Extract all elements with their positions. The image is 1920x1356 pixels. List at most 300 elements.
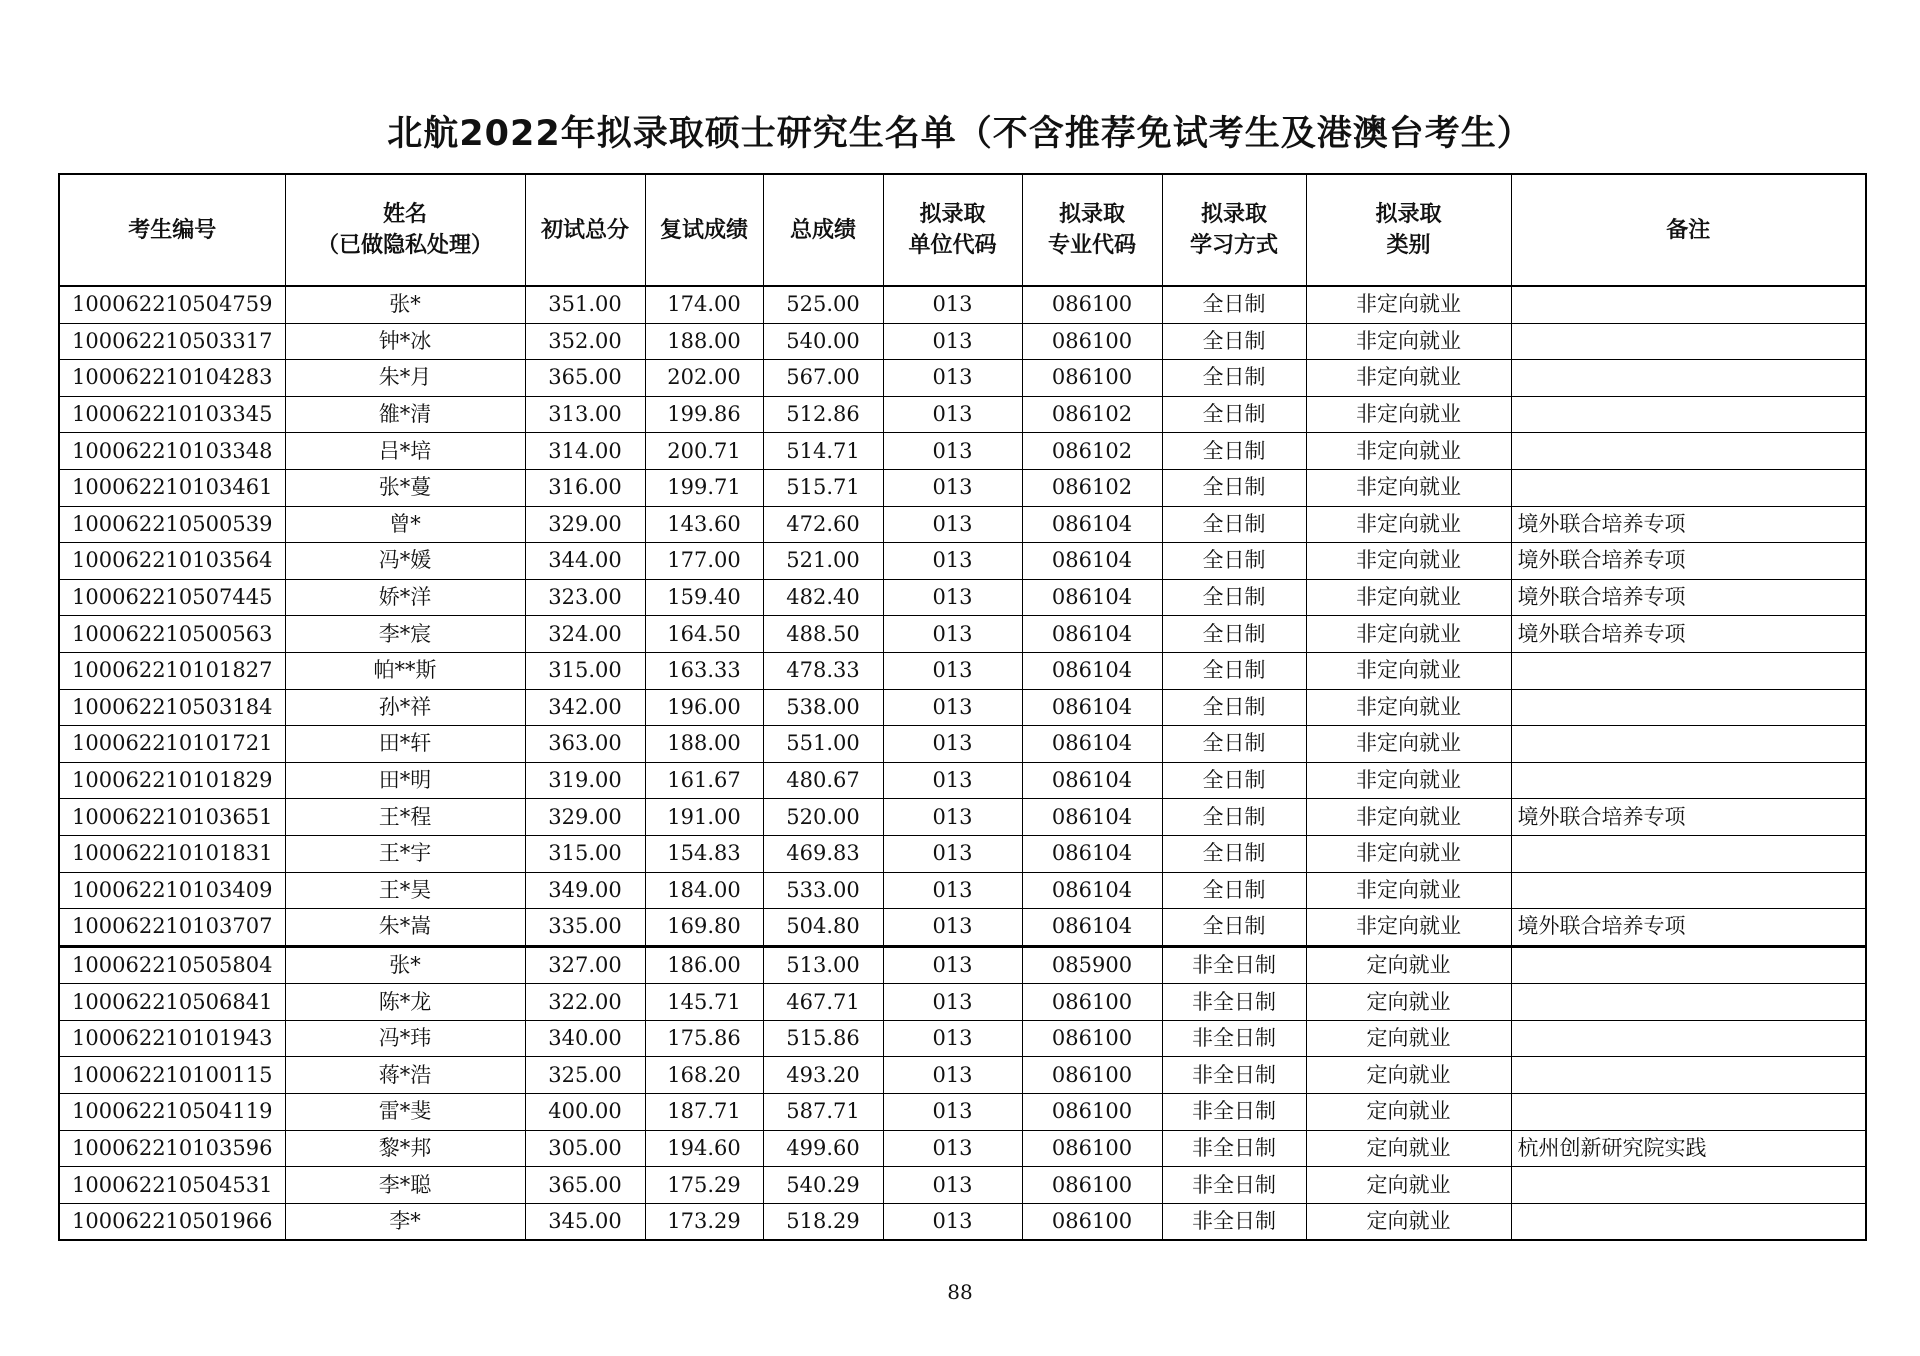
category-cell: 非定向就业 [1306, 579, 1511, 616]
major-code-cell: 086104 [1022, 616, 1162, 653]
prelim-score-cell: 315.00 [525, 652, 645, 689]
major-code-cell: 086100 [1022, 1167, 1162, 1204]
total-score-cell: 493.20 [763, 1057, 883, 1094]
study-mode-cell: 非全日制 [1162, 984, 1306, 1021]
major-code-cell: 086104 [1022, 506, 1162, 543]
prelim-score-cell: 327.00 [525, 946, 645, 984]
remark-cell [1511, 835, 1866, 872]
prelim-score-cell: 323.00 [525, 579, 645, 616]
name-cell: 李* [285, 1203, 525, 1240]
unit-code-cell: 013 [883, 1203, 1022, 1240]
exam-id-cell: 100062210103564 [59, 543, 285, 580]
name-cell: 朱*嵩 [285, 909, 525, 947]
study-mode-cell: 全日制 [1162, 689, 1306, 726]
table-row [59, 616, 1866, 653]
remark-cell [1511, 323, 1866, 360]
name-cell: 张*蔓 [285, 469, 525, 506]
name-cell: 张* [285, 946, 525, 984]
unit-code-cell: 013 [883, 872, 1022, 909]
prelim-score-cell: 365.00 [525, 360, 645, 397]
total-score-cell: 480.67 [763, 762, 883, 799]
name-cell: 雒*清 [285, 396, 525, 433]
table-row [59, 1094, 1866, 1131]
retest-score-cell: 199.86 [645, 396, 763, 433]
major-code-cell: 086102 [1022, 396, 1162, 433]
table-row [59, 1167, 1866, 1204]
header-unit-code [883, 174, 1022, 286]
category-cell: 非定向就业 [1306, 360, 1511, 397]
prelim-score-cell: 316.00 [525, 469, 645, 506]
total-score-cell: 551.00 [763, 726, 883, 763]
unit-code-cell: 013 [883, 984, 1022, 1021]
unit-code-cell: 013 [883, 543, 1022, 580]
study-mode-cell: 非全日制 [1162, 1094, 1306, 1131]
total-score-cell: 472.60 [763, 506, 883, 543]
header-major-code [1022, 174, 1162, 286]
prelim-score-cell: 344.00 [525, 543, 645, 580]
header-name [285, 174, 525, 286]
remark-cell: 境外联合培养专项 [1511, 579, 1866, 616]
prelim-score-cell: 319.00 [525, 762, 645, 799]
total-score-cell: 488.50 [763, 616, 883, 653]
header-line: 拟录取 [1375, 202, 1442, 227]
category-cell: 非定向就业 [1306, 652, 1511, 689]
major-code-cell: 085900 [1022, 946, 1162, 984]
retest-score-cell: 199.71 [645, 469, 763, 506]
retest-score-cell: 184.00 [645, 872, 763, 909]
table-row [59, 762, 1866, 799]
study-mode-cell: 全日制 [1162, 799, 1306, 836]
retest-score-cell: 159.40 [645, 579, 763, 616]
prelim-score-cell: 345.00 [525, 1203, 645, 1240]
retest-score-cell: 177.00 [645, 543, 763, 580]
retest-score-cell: 186.00 [645, 946, 763, 984]
header-line: 学习方式 [1189, 233, 1278, 258]
table-row [59, 360, 1866, 397]
header-line: 单位代码 [908, 233, 997, 258]
category-cell: 非定向就业 [1306, 396, 1511, 433]
exam-id-cell: 100062210506841 [59, 984, 285, 1021]
exam-id-cell: 100062210103596 [59, 1130, 285, 1167]
table-row [59, 506, 1866, 543]
retest-score-cell: 154.83 [645, 835, 763, 872]
exam-id-cell: 100062210103707 [59, 909, 285, 947]
prelim-score-cell: 324.00 [525, 616, 645, 653]
major-code-cell: 086104 [1022, 909, 1162, 947]
exam-id-cell: 100062210101943 [59, 1020, 285, 1057]
remark-cell [1511, 1167, 1866, 1204]
remark-cell [1511, 984, 1866, 1021]
study-mode-cell: 全日制 [1162, 506, 1306, 543]
exam-id-cell: 100062210504119 [59, 1094, 285, 1131]
name-cell: 冯*玮 [285, 1020, 525, 1057]
table-row [59, 396, 1866, 433]
name-cell: 帕**斯 [285, 652, 525, 689]
table-row [59, 469, 1866, 506]
header-exam-id [59, 174, 285, 286]
category-cell: 非定向就业 [1306, 506, 1511, 543]
unit-code-cell: 013 [883, 762, 1022, 799]
study-mode-cell: 全日制 [1162, 360, 1306, 397]
page-title: 北航2022年拟录取硕士研究生名单（不含推荐免试考生及港澳台考生） [387, 114, 1533, 154]
table-row [59, 872, 1866, 909]
total-score-cell: 515.71 [763, 469, 883, 506]
total-score-cell: 467.71 [763, 984, 883, 1021]
remark-cell: 境外联合培养专项 [1511, 506, 1866, 543]
major-code-cell: 086104 [1022, 689, 1162, 726]
table-row [59, 433, 1866, 470]
unit-code-cell: 013 [883, 396, 1022, 433]
header-study-mode [1162, 174, 1306, 286]
category-cell: 定向就业 [1306, 1167, 1511, 1204]
table-row [59, 323, 1866, 360]
remark-cell [1511, 762, 1866, 799]
header-retest-score [645, 174, 763, 286]
header-line: 复试成绩 [659, 217, 748, 243]
name-cell: 陈*龙 [285, 984, 525, 1021]
total-score-cell: 478.33 [763, 652, 883, 689]
header-line: 拟录取 [919, 202, 986, 227]
remark-cell [1511, 652, 1866, 689]
study-mode-cell: 全日制 [1162, 835, 1306, 872]
major-code-cell: 086104 [1022, 726, 1162, 763]
total-score-cell: 521.00 [763, 543, 883, 580]
category-cell: 非定向就业 [1306, 689, 1511, 726]
major-code-cell: 086100 [1022, 286, 1162, 323]
name-cell: 李*宸 [285, 616, 525, 653]
table-row [59, 835, 1866, 872]
category-cell: 定向就业 [1306, 1130, 1511, 1167]
name-cell: 李*聪 [285, 1167, 525, 1204]
category-cell: 定向就业 [1306, 984, 1511, 1021]
remark-cell [1511, 396, 1866, 433]
name-cell: 蒋*浩 [285, 1057, 525, 1094]
table-row [59, 946, 1866, 984]
total-score-cell: 482.40 [763, 579, 883, 616]
prelim-score-cell: 315.00 [525, 835, 645, 872]
study-mode-cell: 全日制 [1162, 726, 1306, 763]
table-row [59, 652, 1866, 689]
table-row [59, 1203, 1866, 1240]
prelim-score-cell: 335.00 [525, 909, 645, 947]
major-code-cell: 086104 [1022, 652, 1162, 689]
total-score-cell: 587.71 [763, 1094, 883, 1131]
name-cell: 冯*媛 [285, 543, 525, 580]
name-cell: 黎*邦 [285, 1130, 525, 1167]
prelim-score-cell: 351.00 [525, 286, 645, 323]
table-row [59, 799, 1866, 836]
total-score-cell: 499.60 [763, 1130, 883, 1167]
remark-cell: 杭州创新研究院实践 [1511, 1130, 1866, 1167]
unit-code-cell: 013 [883, 909, 1022, 947]
header-line: （已做隐私处理） [316, 233, 493, 258]
exam-id-cell: 100062210104283 [59, 360, 285, 397]
exam-id-cell: 100062210103409 [59, 872, 285, 909]
category-cell: 定向就业 [1306, 1057, 1511, 1094]
total-score-cell: 504.80 [763, 909, 883, 947]
remark-cell: 境外联合培养专项 [1511, 909, 1866, 947]
header-line: 初试总分 [540, 217, 629, 243]
total-score-cell: 540.29 [763, 1167, 883, 1204]
unit-code-cell: 013 [883, 469, 1022, 506]
name-cell: 田*明 [285, 762, 525, 799]
name-cell: 孙*祥 [285, 689, 525, 726]
remark-cell [1511, 286, 1866, 323]
study-mode-cell: 非全日制 [1162, 1203, 1306, 1240]
admission-table [58, 173, 1867, 1241]
unit-code-cell: 013 [883, 1167, 1022, 1204]
retest-score-cell: 143.60 [645, 506, 763, 543]
header-prelim-score [525, 174, 645, 286]
retest-score-cell: 168.20 [645, 1057, 763, 1094]
total-score-cell: 520.00 [763, 799, 883, 836]
total-score-cell: 540.00 [763, 323, 883, 360]
exam-id-cell: 100062210101831 [59, 835, 285, 872]
exam-id-cell: 100062210103345 [59, 396, 285, 433]
remark-cell: 境外联合培养专项 [1511, 543, 1866, 580]
study-mode-cell: 非全日制 [1162, 1167, 1306, 1204]
major-code-cell: 086104 [1022, 762, 1162, 799]
remark-cell [1511, 1094, 1866, 1131]
name-cell: 王*宇 [285, 835, 525, 872]
major-code-cell: 086100 [1022, 1020, 1162, 1057]
study-mode-cell: 非全日制 [1162, 1130, 1306, 1167]
remark-cell: 境外联合培养专项 [1511, 799, 1866, 836]
unit-code-cell: 013 [883, 360, 1022, 397]
total-score-cell: 515.86 [763, 1020, 883, 1057]
exam-id-cell: 100062210103651 [59, 799, 285, 836]
exam-id-cell: 100062210101721 [59, 726, 285, 763]
major-code-cell: 086100 [1022, 1203, 1162, 1240]
major-code-cell: 086104 [1022, 799, 1162, 836]
retest-score-cell: 169.80 [645, 909, 763, 947]
study-mode-cell: 全日制 [1162, 286, 1306, 323]
table-row [59, 726, 1866, 763]
exam-id-cell: 100062210500563 [59, 616, 285, 653]
study-mode-cell: 全日制 [1162, 909, 1306, 947]
unit-code-cell: 013 [883, 323, 1022, 360]
prelim-score-cell: 363.00 [525, 726, 645, 763]
total-score-cell: 512.86 [763, 396, 883, 433]
unit-code-cell: 013 [883, 1057, 1022, 1094]
unit-code-cell: 013 [883, 286, 1022, 323]
category-cell: 非定向就业 [1306, 469, 1511, 506]
total-score-cell: 514.71 [763, 433, 883, 470]
retest-score-cell: 173.29 [645, 1203, 763, 1240]
retest-score-cell: 187.71 [645, 1094, 763, 1131]
retest-score-cell: 175.29 [645, 1167, 763, 1204]
name-cell: 朱*月 [285, 360, 525, 397]
retest-score-cell: 196.00 [645, 689, 763, 726]
major-code-cell: 086100 [1022, 984, 1162, 1021]
study-mode-cell: 全日制 [1162, 433, 1306, 470]
exam-id-cell: 100062210507445 [59, 579, 285, 616]
study-mode-cell: 全日制 [1162, 469, 1306, 506]
prelim-score-cell: 365.00 [525, 1167, 645, 1204]
total-score-cell: 567.00 [763, 360, 883, 397]
category-cell: 非定向就业 [1306, 543, 1511, 580]
study-mode-cell: 全日制 [1162, 652, 1306, 689]
retest-score-cell: 164.50 [645, 616, 763, 653]
table-row [59, 984, 1866, 1021]
table-row [59, 1020, 1866, 1057]
major-code-cell: 086104 [1022, 872, 1162, 909]
header-line: 总成绩 [789, 217, 856, 243]
category-cell: 非定向就业 [1306, 286, 1511, 323]
major-code-cell: 086104 [1022, 543, 1162, 580]
exam-id-cell: 100062210505804 [59, 946, 285, 984]
prelim-score-cell: 322.00 [525, 984, 645, 1021]
remark-cell [1511, 469, 1866, 506]
retest-score-cell: 202.00 [645, 360, 763, 397]
retest-score-cell: 200.71 [645, 433, 763, 470]
unit-code-cell: 013 [883, 835, 1022, 872]
name-cell: 娇*洋 [285, 579, 525, 616]
table-row [59, 543, 1866, 580]
name-cell: 王*昊 [285, 872, 525, 909]
category-cell: 定向就业 [1306, 1020, 1511, 1057]
retest-score-cell: 188.00 [645, 726, 763, 763]
retest-score-cell: 145.71 [645, 984, 763, 1021]
name-cell: 曾* [285, 506, 525, 543]
major-code-cell: 086104 [1022, 579, 1162, 616]
exam-id-cell: 100062210503317 [59, 323, 285, 360]
category-cell: 定向就业 [1306, 946, 1511, 984]
remark-cell [1511, 689, 1866, 726]
remark-cell: 境外联合培养专项 [1511, 616, 1866, 653]
major-code-cell: 086100 [1022, 360, 1162, 397]
prelim-score-cell: 325.00 [525, 1057, 645, 1094]
study-mode-cell: 非全日制 [1162, 1020, 1306, 1057]
remark-cell [1511, 1020, 1866, 1057]
header-line: 拟录取 [1058, 202, 1125, 227]
total-score-cell: 518.29 [763, 1203, 883, 1240]
major-code-cell: 086100 [1022, 1057, 1162, 1094]
unit-code-cell: 013 [883, 946, 1022, 984]
unit-code-cell: 013 [883, 799, 1022, 836]
total-score-cell: 513.00 [763, 946, 883, 984]
prelim-score-cell: 313.00 [525, 396, 645, 433]
prelim-score-cell: 314.00 [525, 433, 645, 470]
major-code-cell: 086100 [1022, 1094, 1162, 1131]
exam-id-cell: 100062210100115 [59, 1057, 285, 1094]
remark-cell [1511, 1057, 1866, 1094]
prelim-score-cell: 305.00 [525, 1130, 645, 1167]
remark-cell [1511, 360, 1866, 397]
exam-id-cell: 100062210103348 [59, 433, 285, 470]
category-cell: 非定向就业 [1306, 799, 1511, 836]
study-mode-cell: 全日制 [1162, 543, 1306, 580]
prelim-score-cell: 329.00 [525, 799, 645, 836]
category-cell: 非定向就业 [1306, 726, 1511, 763]
retest-score-cell: 163.33 [645, 652, 763, 689]
unit-code-cell: 013 [883, 506, 1022, 543]
name-cell: 吕*培 [285, 433, 525, 470]
table-row [59, 1057, 1866, 1094]
header-remark [1511, 174, 1866, 286]
unit-code-cell: 013 [883, 1020, 1022, 1057]
remark-cell [1511, 726, 1866, 763]
name-cell: 王*程 [285, 799, 525, 836]
retest-score-cell: 174.00 [645, 286, 763, 323]
category-cell: 非定向就业 [1306, 433, 1511, 470]
category-cell: 定向就业 [1306, 1094, 1511, 1131]
exam-id-cell: 100062210101829 [59, 762, 285, 799]
name-cell: 张* [285, 286, 525, 323]
header-line: 考生编号 [128, 217, 217, 243]
major-code-cell: 086102 [1022, 469, 1162, 506]
header-category [1306, 174, 1511, 286]
unit-code-cell: 013 [883, 1130, 1022, 1167]
study-mode-cell: 全日制 [1162, 579, 1306, 616]
header-line: 备注 [1666, 217, 1711, 243]
unit-code-cell: 013 [883, 433, 1022, 470]
table-row [59, 579, 1866, 616]
table-row [59, 286, 1866, 323]
study-mode-cell: 全日制 [1162, 872, 1306, 909]
unit-code-cell: 013 [883, 689, 1022, 726]
total-score-cell: 533.00 [763, 872, 883, 909]
total-score-cell: 538.00 [763, 689, 883, 726]
exam-id-cell: 100062210101827 [59, 652, 285, 689]
study-mode-cell: 非全日制 [1162, 946, 1306, 984]
prelim-score-cell: 349.00 [525, 872, 645, 909]
exam-id-cell: 100062210501966 [59, 1203, 285, 1240]
category-cell: 非定向就业 [1306, 762, 1511, 799]
remark-cell [1511, 433, 1866, 470]
exam-id-cell: 100062210503184 [59, 689, 285, 726]
major-code-cell: 086100 [1022, 1130, 1162, 1167]
category-cell: 非定向就业 [1306, 323, 1511, 360]
study-mode-cell: 全日制 [1162, 323, 1306, 360]
header-row [59, 174, 1866, 286]
category-cell: 非定向就业 [1306, 872, 1511, 909]
unit-code-cell: 013 [883, 616, 1022, 653]
header-line: 专业代码 [1047, 233, 1136, 258]
major-code-cell: 086104 [1022, 835, 1162, 872]
table-row [59, 1130, 1866, 1167]
category-cell: 非定向就业 [1306, 909, 1511, 947]
unit-code-cell: 013 [883, 1094, 1022, 1131]
category-cell: 定向就业 [1306, 1203, 1511, 1240]
retest-score-cell: 191.00 [645, 799, 763, 836]
remark-cell [1511, 1203, 1866, 1240]
prelim-score-cell: 329.00 [525, 506, 645, 543]
name-cell: 田*轩 [285, 726, 525, 763]
exam-id-cell: 100062210504759 [59, 286, 285, 323]
category-cell: 非定向就业 [1306, 835, 1511, 872]
header-line: 姓名 [382, 202, 427, 227]
study-mode-cell: 非全日制 [1162, 1057, 1306, 1094]
prelim-score-cell: 400.00 [525, 1094, 645, 1131]
study-mode-cell: 全日制 [1162, 762, 1306, 799]
major-code-cell: 086100 [1022, 323, 1162, 360]
name-cell: 钟*冰 [285, 323, 525, 360]
prelim-score-cell: 352.00 [525, 323, 645, 360]
name-cell: 雷*斐 [285, 1094, 525, 1131]
retest-score-cell: 175.86 [645, 1020, 763, 1057]
category-cell: 非定向就业 [1306, 616, 1511, 653]
retest-score-cell: 188.00 [645, 323, 763, 360]
remark-cell [1511, 872, 1866, 909]
study-mode-cell: 全日制 [1162, 396, 1306, 433]
table-row [59, 909, 1866, 947]
unit-code-cell: 013 [883, 726, 1022, 763]
exam-id-cell: 100062210504531 [59, 1167, 285, 1204]
header-line: 类别 [1386, 233, 1431, 258]
exam-id-cell: 100062210103461 [59, 469, 285, 506]
header-total-score [763, 174, 883, 286]
